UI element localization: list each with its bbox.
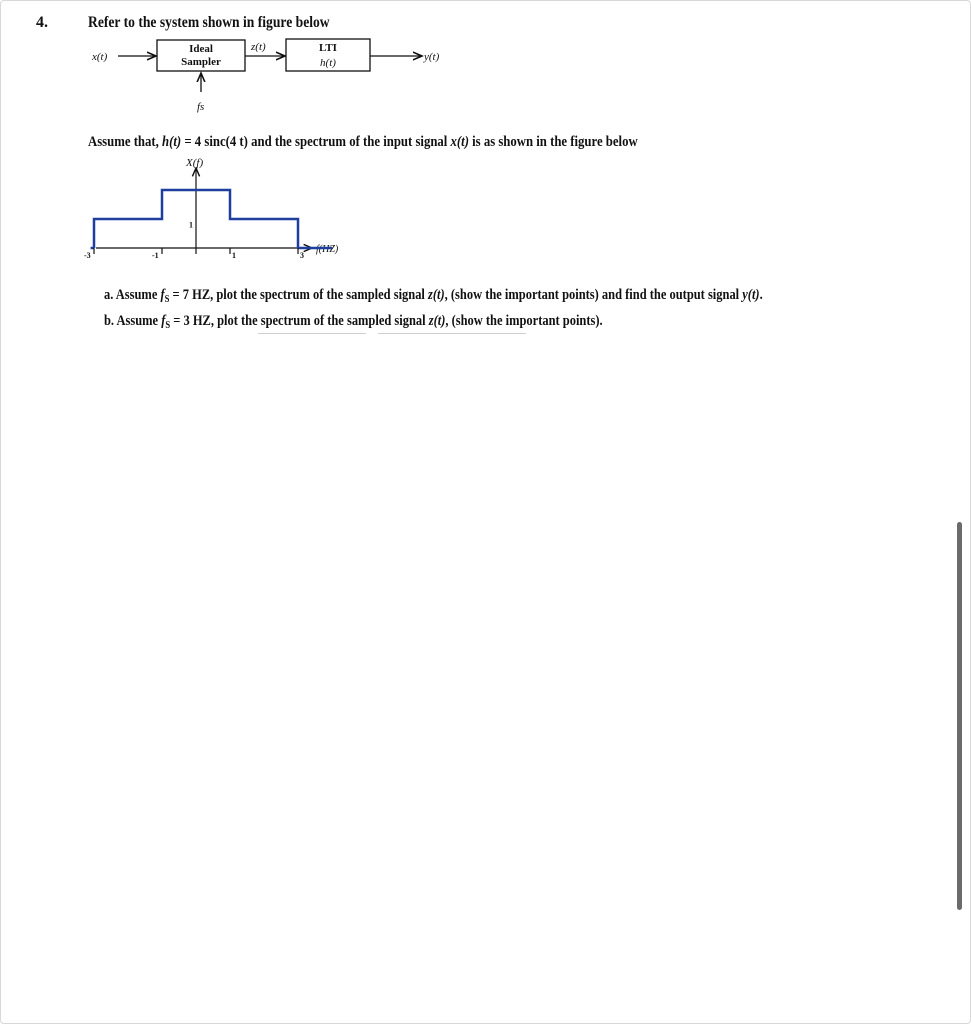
x-axis-label: f(HZ) [316, 244, 339, 255]
x-tick-label: 3 [300, 251, 304, 260]
x-tick-label: -3 [84, 251, 91, 260]
scrollbar-thumb[interactable] [957, 522, 962, 910]
part-text: , (show the important points). [445, 313, 603, 329]
part-text: Assume [115, 287, 158, 303]
part-label: a. [104, 287, 114, 303]
part-text: = 7 HZ, plot the spectrum of the sampled signal [172, 287, 425, 303]
part-a [104, 285, 763, 311]
intermediate-label: z(t) [251, 41, 266, 53]
lti-h-label: h(t) [320, 57, 336, 69]
output-symbol: y(t) [742, 287, 760, 303]
signal-symbol: z(t) [428, 313, 446, 329]
question-number: 4. [36, 14, 48, 31]
fs-label: fs [197, 101, 205, 113]
fs-symbol: f [161, 313, 166, 329]
signal-symbol: z(t) [428, 287, 445, 303]
sampler-label-1: Ideal [189, 43, 213, 55]
question-intro: Refer to the system shown in figure below [88, 14, 330, 31]
x-tick-label: -1 [152, 251, 159, 260]
output-label: y(t) [424, 51, 440, 63]
fs-subscript: S [164, 294, 170, 305]
assumption-suffix: is as shown in the figure below [472, 134, 638, 150]
fs-symbol: f [160, 287, 165, 303]
part-text: Assume [116, 313, 159, 329]
faint-underline [378, 333, 526, 334]
part-text: = 3 HZ, plot the spectrum of the sampled signal [173, 313, 426, 329]
question-parts [104, 285, 870, 337]
assumption-prefix: Assume that, [88, 134, 159, 150]
x-expression: x(t) [450, 134, 469, 150]
part-label: b. [104, 313, 115, 329]
part-text: , (show the important points) and find the output signal [444, 287, 740, 303]
x-tick-label: 1 [232, 251, 236, 260]
y-tick-label: 1 [189, 220, 193, 230]
fs-subscript: S [165, 320, 171, 331]
sampler-label-2: Sampler [181, 56, 221, 68]
input-label: x(t) [92, 51, 108, 63]
assumption-line [88, 134, 638, 151]
h-expression: h(t) [162, 134, 182, 150]
chart-title: X(f) [186, 157, 204, 169]
assumption-equation: = 4 sinc(4 t) and the spectrum of the input signal [184, 134, 448, 150]
part-end: . [759, 287, 763, 303]
lti-label: LTI [319, 42, 337, 54]
spectrum-chart [84, 157, 339, 260]
faint-underline [258, 333, 366, 334]
